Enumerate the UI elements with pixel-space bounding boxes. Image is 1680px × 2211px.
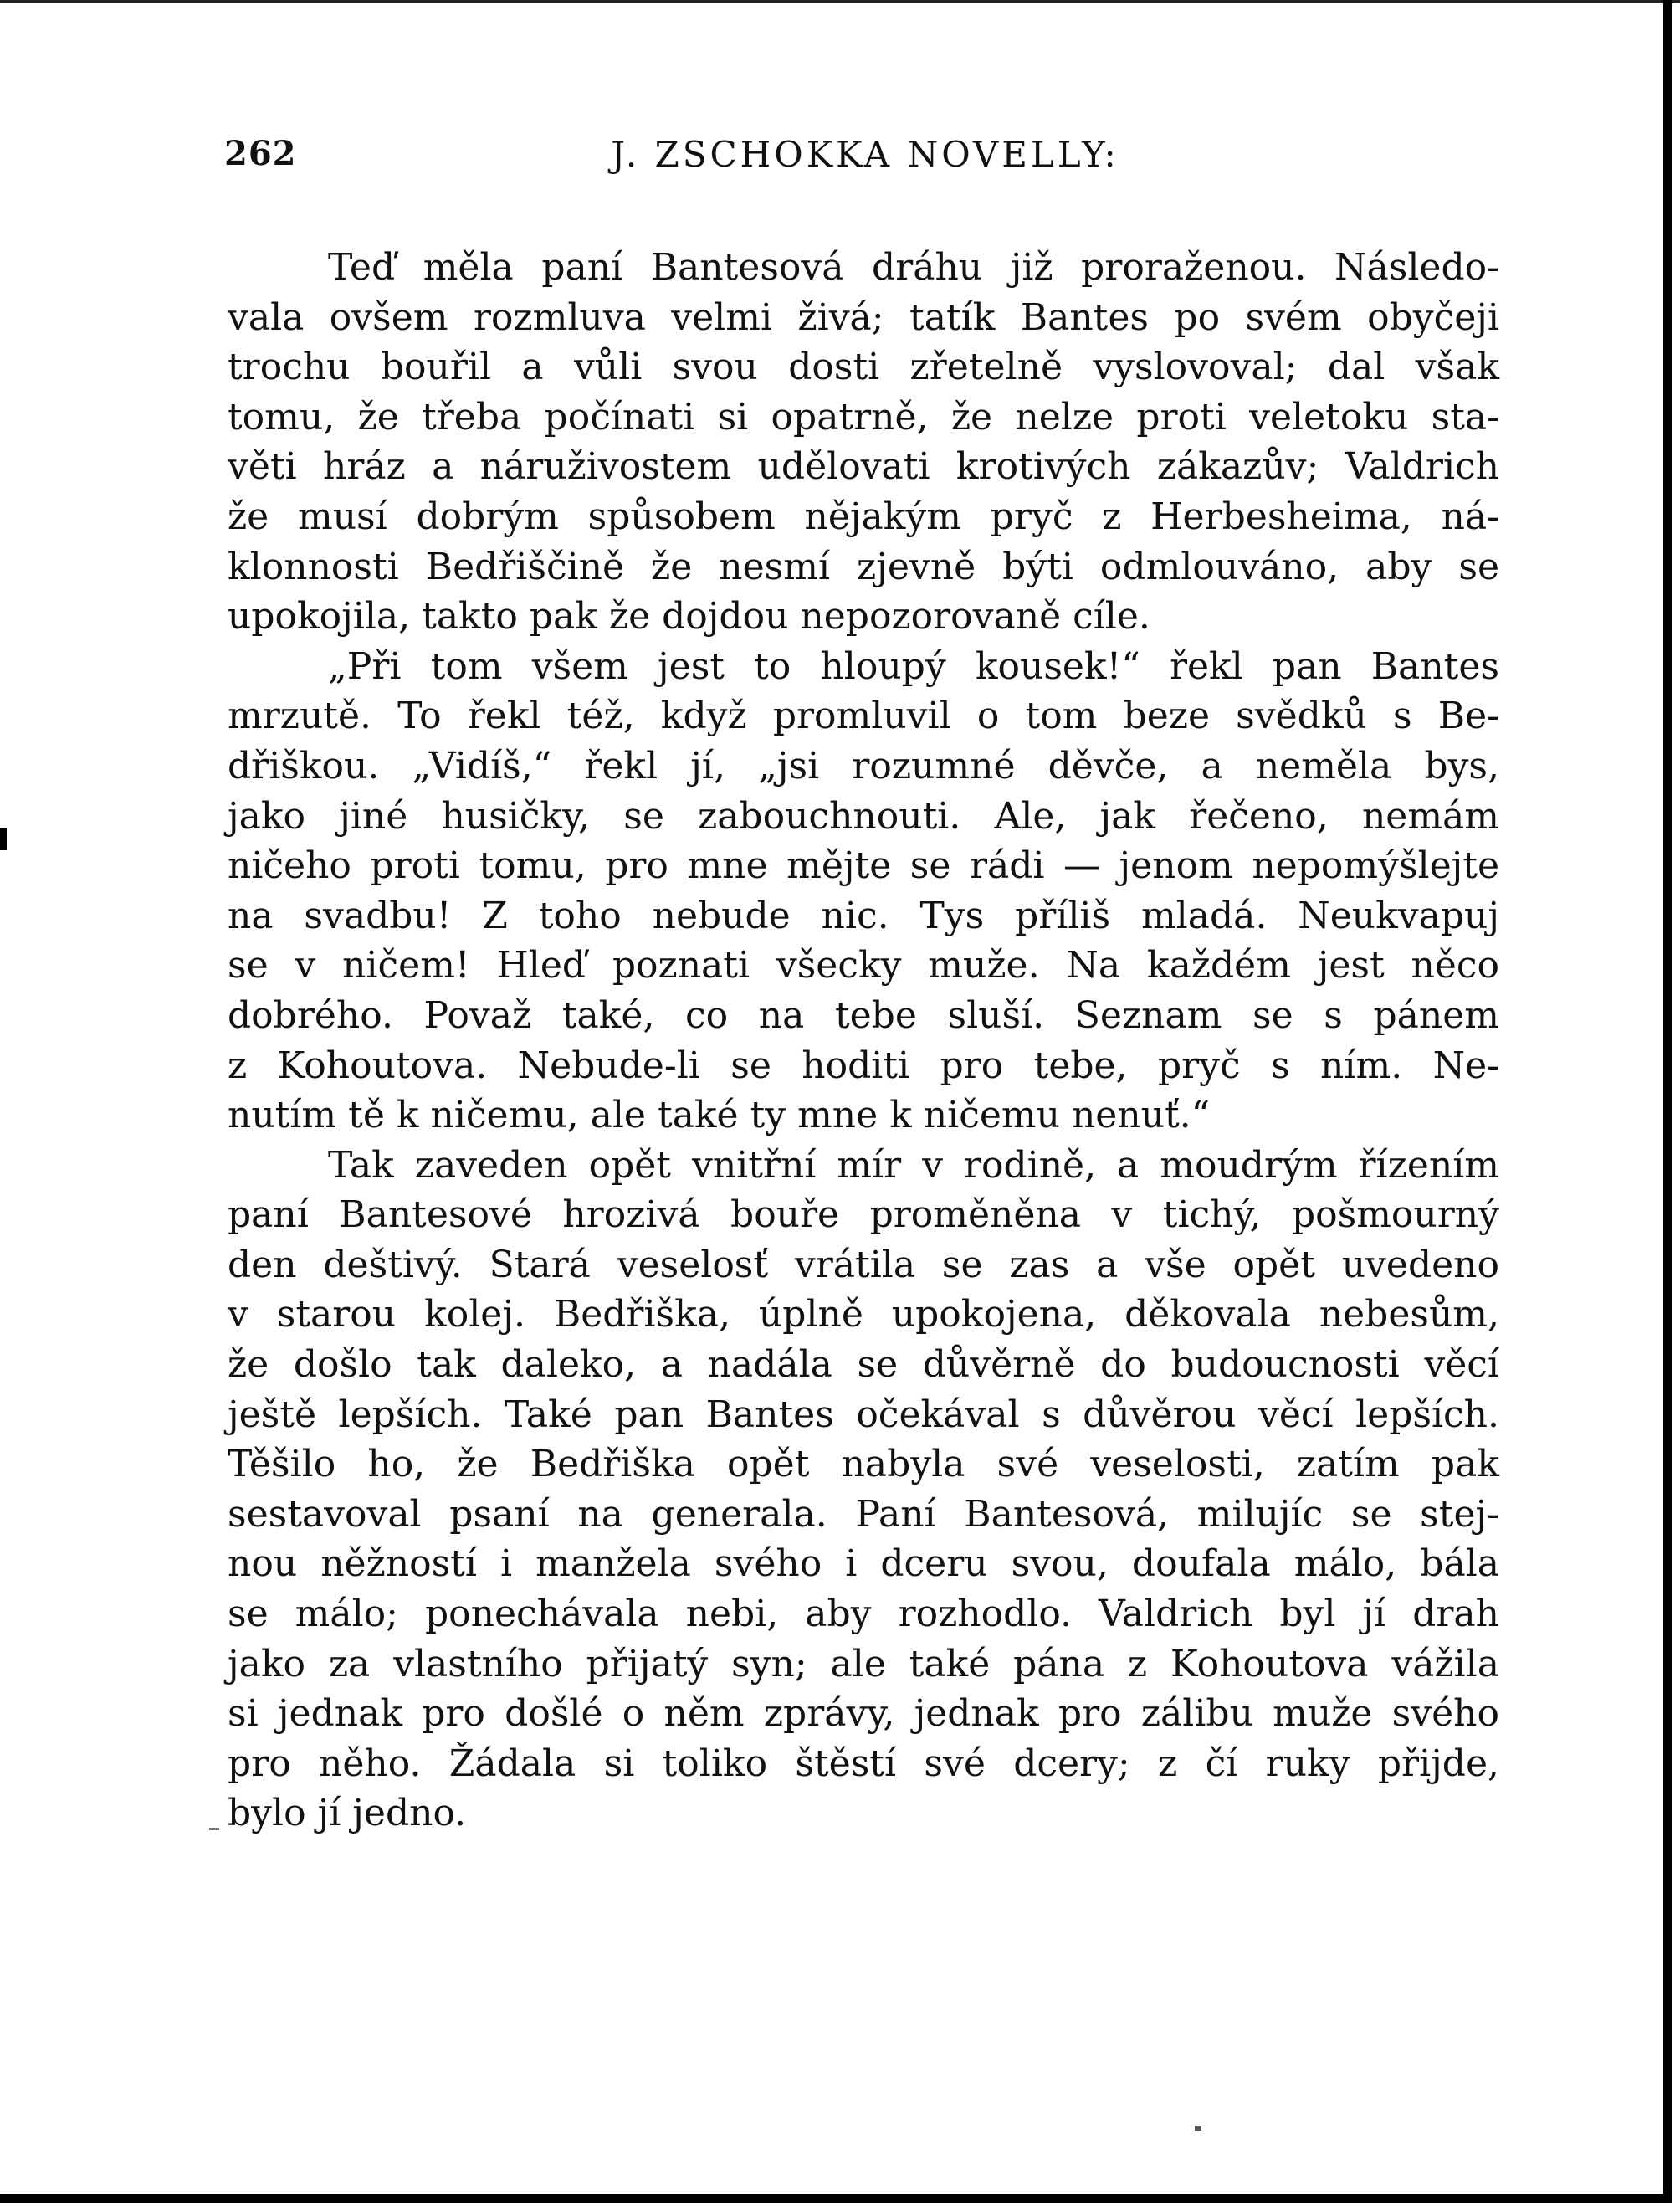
text-line: jako jiné husičky, se zabouchnouti. Ale, jak řečeno, nemám [228,794,1499,838]
text-line: na svadbu! Z toho nebude nic. Tys příliš mladá. Neukvapuj [228,894,1499,937]
text-line: že musí dobrým spůsobem nějakým pryč z Herbesheima, ná- [228,495,1499,538]
body-text [228,243,1499,1839]
text-line: bylo jí jedno. [228,1792,467,1835]
text-line: že došlo tak daleko, a nadála se důvěrně do budoucnosti věcí [228,1343,1499,1387]
text-line: sestavoval psaní na generala. Paní Bantesová, milujíc se stej- [228,1492,1499,1536]
text-line: ještě lepších. Také pan Bantes očekával s důvěrou věcí lepších. [228,1393,1499,1436]
text-line: ničeho proti tomu, pro mne mějte se rádi — jenom nepomýšlejte [228,844,1499,888]
text-line: vala ovšem rozmluva velmi živá; tatík Bantes po svém obyčeji [228,295,1499,339]
text-line: Těšilo ho, že Bedřiška opět nabyla své veselosti, zatím pak [228,1443,1499,1486]
text-line: nutím tě k ničemu, ale také ty mne k ničemu nenuť.“ [228,1094,1211,1137]
text-line: dobrého. Považ také, co na tebe sluší. Seznam se s pánem [228,993,1499,1037]
page-number: 262 [224,134,297,173]
text-line: se v ničem! Hleď poznati všecky muže. Na každém jest něco [228,944,1499,988]
print-speck [209,1828,219,1830]
print-speck [1195,2126,1201,2131]
text-line: jako za vlastního přijatý syn; ale také pána z Kohoutova vážila [228,1642,1499,1685]
text-line: Tak zaveden opět vnitřní mír v rodině, a moudrým řízením [328,1143,1499,1187]
text-line: Teď měla paní Bantesová dráhu již proraženou. Následo- [328,246,1499,289]
text-line: pro něho. Žádala si toliko štěstí své dcery; z čí ruky přijde, [228,1742,1499,1785]
scan-margin-mark [0,828,7,850]
text-line: v starou kolej. Bedřiška, úplně upokojena, děkovala nebesům, [228,1293,1499,1336]
text-line: den deštivý. Stará veselosť vrátila se zas a vše opět uvedeno [228,1243,1499,1286]
text-line: se málo; ponechávala nebi, aby rozhodlo. Valdrich byl jí drah [228,1593,1499,1636]
text-line: „Při tom všem jest to hloupý kousek!“ řekl pan Bantes [328,644,1499,688]
text-line: paní Bantesové hrozivá bouře proměněna v tichý, pošmourný [228,1193,1499,1237]
text-line: dřiškou. „Vidíš,“ řekl jí, „jsi rozumné děvče, a neměla bys, [228,744,1499,787]
text-line: trochu bouřil a vůli svou dosti zřetelně vyslovoval; dal však [228,346,1499,389]
text-line: mrzutě. To řekl též, když promluvil o tom beze svědků s Be- [228,695,1499,738]
text-line: tomu, že třeba počínati si opatrně, že nelze proti veletoku sta- [228,395,1499,439]
text-line: si jednak pro došlé o něm zprávy, jednak pro zálibu muže svého [228,1692,1499,1736]
text-line: klonnosti Bedřiščině že nesmí zjevně býti odmlouváno, aby se [228,545,1499,588]
text-line: věti hráz a náruživostem udělovati krotivých zákazův; Valdrich [228,445,1499,489]
text-line: nou něžností i manžela svého i dceru svou, doufala málo, bála [228,1542,1499,1586]
running-title: J. ZSCHOKKA NOVELLY: [611,134,1119,175]
page-header [224,134,1506,184]
text-line: upokojila, takto pak že dojdou nepozorovaně cíle. [228,595,1150,639]
text-line: z Kohoutova. Nebude-li se hoditi pro tebe, pryč s ním. Ne- [228,1044,1499,1087]
